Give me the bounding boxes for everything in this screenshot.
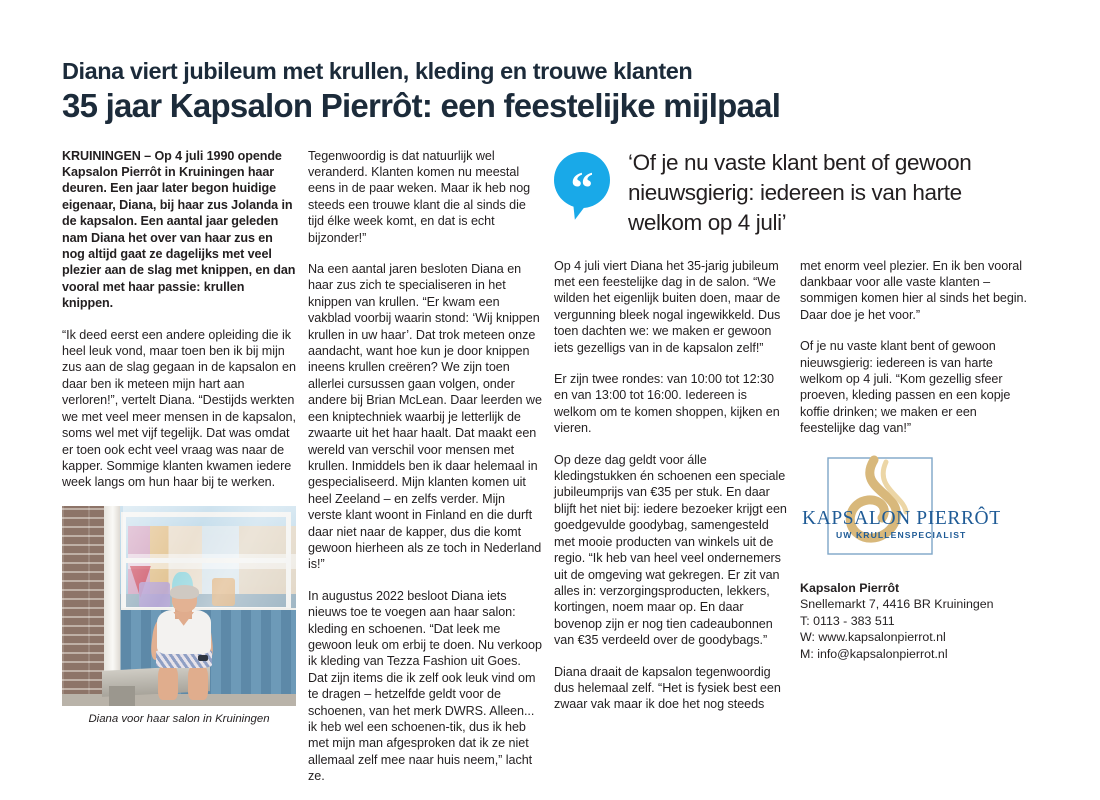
quote-icon: “ <box>554 152 610 208</box>
photo-caption: Diana voor haar salon in Kruiningen <box>88 712 270 725</box>
column3-paragraph-2: Er zijn twee rondes: van 10:00 tot 12:30 en van 13:00 tot 16:00. Iedereen is welkom om te komen shoppen, kijken en vieren. <box>554 372 780 436</box>
photo-figure-watch <box>198 655 207 661</box>
article-photo-figure <box>62 506 296 725</box>
column2-paragraph-3: In augustus 2022 besloot Diana iets nieuws toe te voegen aan haar salon: kleding en schoenen. “Dat leek me gewoon leuk om erbij te doen. Nu verkoop ik kleding van Tezza Fashion uit Goes. Dat zijn items die ik zelf ook leuk vind om te dragen – hetzelfde geldt voor de schoenen, van het merk DWRS. Alleen... ik heb wel een schoenen-tik, dus ik heb met mijn man afgesproken dat ik ze niet allemaal zelf mee naar huis neem,” lacht ze. <box>308 588 542 784</box>
logo-graphic <box>800 452 1000 557</box>
photo-figure-hair <box>170 585 199 599</box>
column1-paragraph-1: “Ik deed eerst een andere opleiding die ik heel leuk vond, maar toen ben ik bij mijn zus aan de slag gegaan in de kapsalon en daar ben ik meteen mijn hart aan verloren!”, vertelt Diana. “Destijds werkten we met veel meer mensen in de kapsalon, soms wel met vijf tegelijk. Dat was omdat er toen ook echt veel vraag was naar de kapper. Sommige klanten kwamen iedere week langs om hun haar bij te werken. <box>62 327 296 490</box>
column2-paragraph-2: Na een aantal jaren besloten Diana en haar zus zich te specialiseren in het knippen van krullen. “Er kwam een vakblad voorbij waarin stond: ‘Wij knippen krullen in uw haar’. Dat trok meteen onze aandacht, want hoe kun je door knippen ineens krullen creëren? We zijn toen allerlei cursussen gaan volgen, onder andere bij Brian McLean. Daar leerden we een kniptechniek waarbij je letterlijk de zwaarte uit het haar haalt. Dat maakt een wereld van verschil voor mensen met krullen. Inmiddels ben ik daar helemaal in gespecialiseerd. Mijn klanten komen uit heel Zeeland – en zelfs verder. Mijn verste klant woont in Finland en die durft daar niet naar de kapper, dus die komt gewoon hierheen als ze toch in Nederland is!” <box>308 262 542 572</box>
contact-name: Kapsalon Pierrôt <box>800 580 900 595</box>
column-4 <box>800 258 1034 713</box>
photo-figure-leg-left <box>158 664 178 700</box>
headline-group <box>62 58 1038 125</box>
contact-website: W: www.kapsalonpierrot.nl <box>800 630 946 645</box>
column2-paragraph-1: Tegenwoordig is dat natuurlijk wel veranderd. Klanten komen nu meestal eens in de paar weken. Maar ik heb nog steeds een trouwe klant die al sinds die tijd élke week komt, en dat is echt bijzonder!” <box>308 148 531 245</box>
photo-ground <box>62 694 296 706</box>
photo-bench-leg <box>109 686 135 706</box>
contact-phone: T: 0113 - 383 511 <box>800 613 895 628</box>
photo-glass-sheen <box>123 506 296 614</box>
pull-quote <box>554 148 1034 238</box>
article-columns <box>62 148 1038 800</box>
pull-quote-text: ‘Of je nu vaste klant bent of gewoon nieuwsgierig: iedereen is van harte welkom op 4 juli’ <box>628 149 972 235</box>
column3-paragraph-1: Op 4 juli viert Diana het 35-jarig jubileum met een feestelijke dag in de salon. “We wilden het eigenlijk buiten doen, maar de vergunning bleek nogal ingewikkeld. Dus toen dachten we: we maken er gewoon iets gezelligs van in de kapsalon zelf!” <box>554 258 781 355</box>
column-3 <box>554 258 788 713</box>
article-kicker: Diana viert jubileum met krullen, kleding en trouwe klanten <box>62 58 693 84</box>
right-block <box>554 148 1034 713</box>
contact-address: Snellemarkt 7, 4416 BR Kruiningen <box>800 597 994 612</box>
page-title: 35 jaar Kapsalon Pierrôt: een feestelijke mijlpaal <box>62 87 781 125</box>
logo-tagline: UW KRULLENSPECIALIST <box>836 529 967 540</box>
contact-email: M: info@kapsalonpierrot.nl <box>800 647 948 662</box>
column-2 <box>308 148 542 800</box>
column4-paragraph-2: Of je nu vaste klant bent of gewoon nieuwsgierig: iedereen is van harte welkom op 4 juli. “Kom gezellig sfeer proeven, kleding passen en een kopje koffie drinken; we maken er een feestelijke dag van!” <box>800 339 1011 436</box>
kapsalon-pierrot-logo <box>800 452 1034 562</box>
right-columns <box>554 258 1034 713</box>
column3-paragraph-4: Diana draait de kapsalon tegenwoordig dus helemaal zelf. “Het is fysiek best een zwaar vak maar ik doe het nog steeds <box>554 664 781 712</box>
column-1 <box>62 148 296 725</box>
logo-wordmark: KAPSALON PIERRÔT <box>802 507 1000 529</box>
photo-brick-pier <box>62 506 104 706</box>
photo-figure-leg-right <box>188 664 208 700</box>
column3-paragraph-3: Op deze dag geldt voor álle kledingstukken én schoenen een speciale jubileumprijs van €35 per stuk. En daar blijft het niet bij: iedere bezoeker krijgt een goedgevulde goodybag, samengesteld met mooie producten van winkels uit de regio. “Ik heb van heel veel ondernemers uit de omgeving wat gekregen. Er zit van alles in: verzorgingsproducten, lekkers, kortingen, noem maar op. En daar bovenop zijn er nog tien cadeaubonnen van €35 verdeeld over de goodybags.” <box>554 452 787 648</box>
contact-details <box>800 580 1034 663</box>
salon-photo <box>62 506 296 706</box>
lead-paragraph: KRUININGEN – Op 4 juli 1990 opende Kapsalon Pierrôt in Kruiningen haar deuren. Een jaar later begon huidige eigenaar, Diana, bij haar zus Jolanda in de kapsalon. Een aantal jaar geleden nam Diana het over van haar zus en nog altijd gaat ze dagelijks met veel plezier aan de slag met knippen, en dan vooral met haar passie: krullen knippen. <box>62 148 296 311</box>
column4-paragraph-1: met enorm veel plezier. En ik ben vooral dankbaar voor alle vaste klanten – sommigen komen hier al sinds het begin. Daar doe je het voor.” <box>800 258 1027 322</box>
